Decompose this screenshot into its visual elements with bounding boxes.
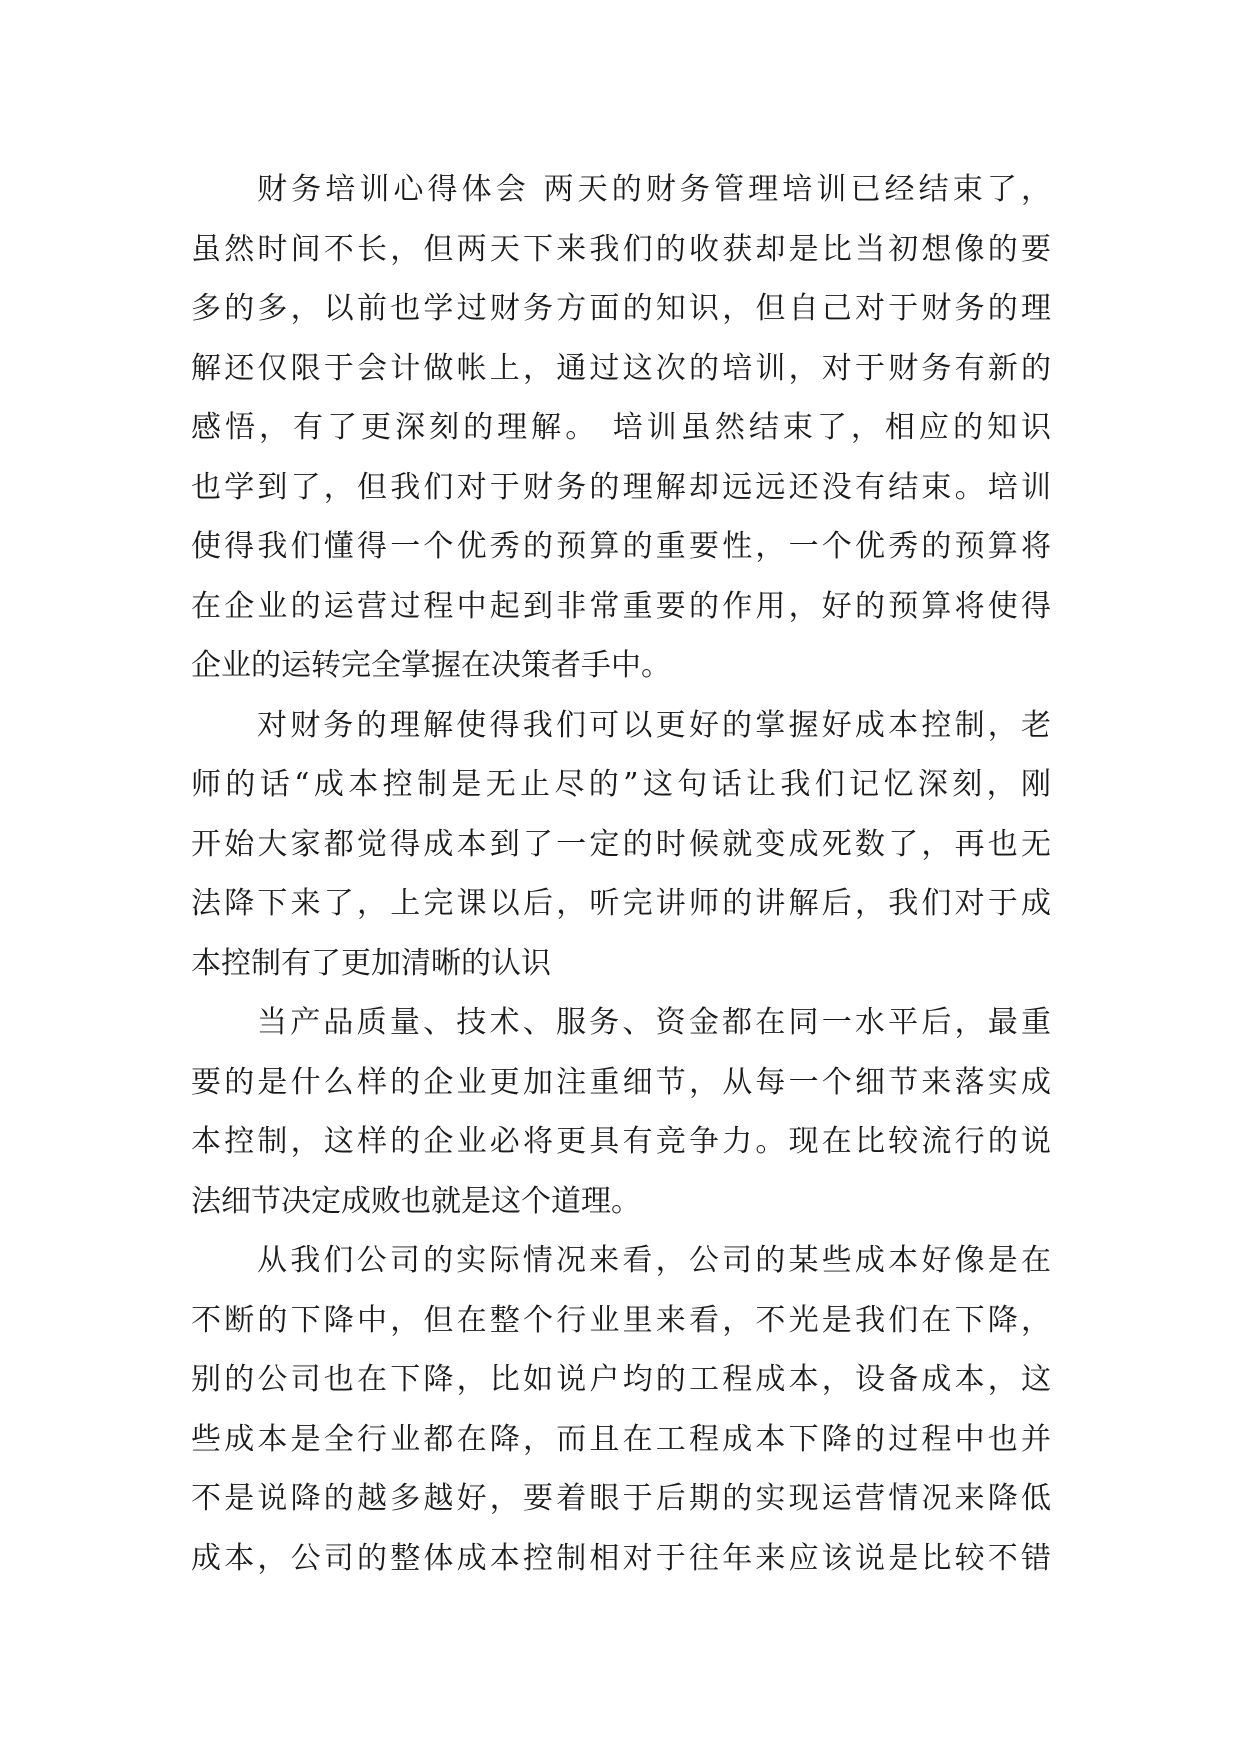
text-line-24: 成本，公司的整体成本控制相对于往年来应该说是比较不错 (191, 1540, 1051, 1576)
text-line-9: 企业的运转完全掌握在决策者手中。 (191, 648, 671, 683)
body-text (191, 160, 1051, 1588)
text-line-7: 使得我们懂得一个优秀的预算的重要性，一个优秀的预算将 (191, 529, 1051, 564)
text-line-2: 虽然时间不长，但两天下来我们的收获却是比当初想像的要 (191, 231, 1051, 267)
text-line-13: 法降下来了，上完课以后，听完讲师的讲解后，我们对于成 (191, 886, 1051, 921)
text-line-14: 本控制有了更加清晰的认识 (191, 945, 551, 981)
text-line-16: 要的是什么样的企业更加注重细节，从每一个细节来落实成 (191, 1064, 1051, 1100)
text-line-15: 当产品质量、技术、服务、资金都在同一水平后，最重 (257, 1005, 1051, 1040)
text-line-11: 师的话“成本控制是无止尽的”这句话让我们记忆深刻，刚 (191, 767, 1051, 802)
text-line-23: 不是说降的越多越好，要着眼于后期的实现运营情况来降低 (191, 1481, 1051, 1516)
text-line-4: 解还仅限于会计做帐上，通过这次的培训，对于财务有新的 (191, 350, 1051, 386)
text-line-10: 对财务的理解使得我们可以更好的掌握好成本控制，老 (257, 707, 1051, 743)
text-line-5: 感悟，有了更深刻的理解。 培训虽然结束了，相应的知识 (191, 410, 1051, 445)
text-line-21: 别的公司也在下降，比如说户均的工程成本，设备成本，这 (191, 1362, 1051, 1397)
text-line-17: 本控制，这样的企业必将更具有竞争力。现在比较流行的说 (191, 1124, 1051, 1159)
text-line-19: 从我们公司的实际情况来看，公司的某些成本好像是在 (257, 1243, 1051, 1278)
text-line-22: 些成本是全行业都在降，而且在工程成本下降的过程中也并 (191, 1421, 1051, 1457)
text-line-18: 法细节决定成败也就是这个道理。 (191, 1183, 641, 1219)
text-line-1: 财务培训心得体会 两天的财务管理培训已经结束了， (257, 172, 1051, 207)
text-line-3: 多的多，以前也学过财务方面的知识，但自己对于财务的理 (191, 291, 1051, 326)
text-line-8: 在企业的运营过程中起到非常重要的作用，好的预算将使得 (191, 588, 1051, 624)
text-line-6: 也学到了，但我们对于财务的理解却远远还没有结束。培训 (191, 469, 1051, 505)
text-line-12: 开始大家都觉得成本到了一定的时候就变成死数了，再也无 (191, 826, 1051, 862)
text-line-20: 不断的下降中，但在整个行业里来看，不光是我们在下降， (191, 1302, 1051, 1338)
